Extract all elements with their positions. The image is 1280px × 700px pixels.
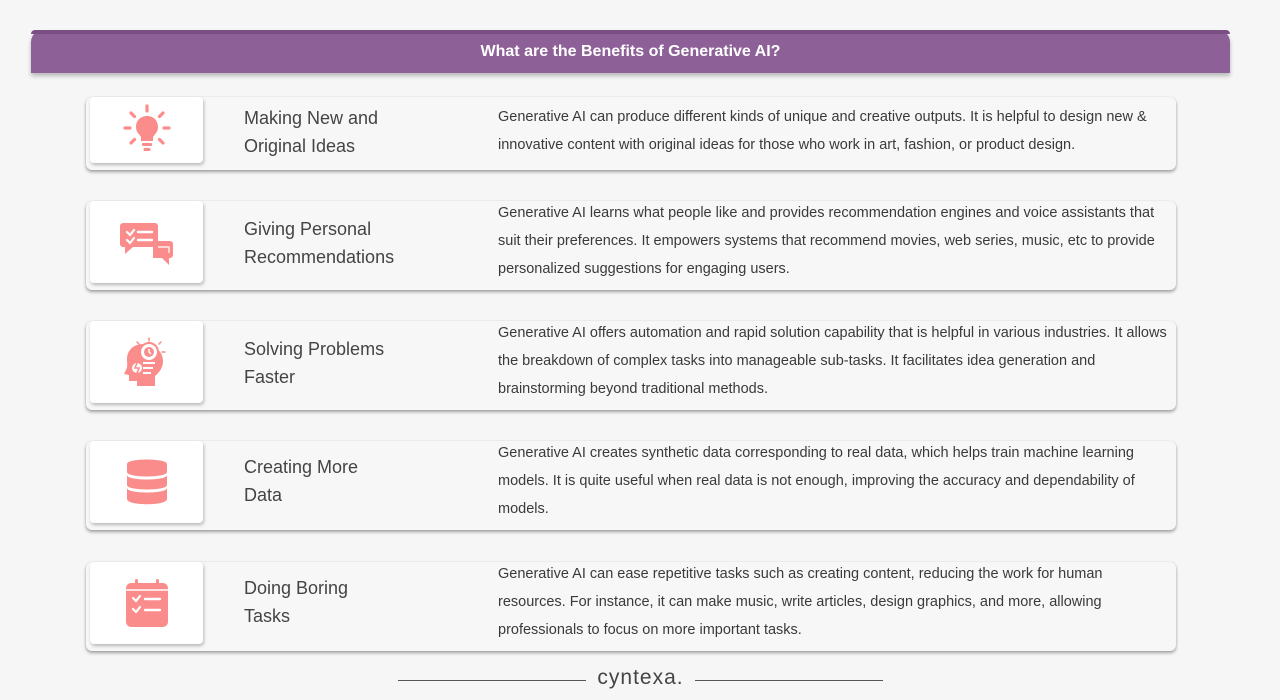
brand-logo: cyntexa. bbox=[597, 666, 684, 689]
database-icon bbox=[125, 456, 169, 508]
benefit-card-boring-tasks bbox=[86, 562, 1176, 651]
icon-box bbox=[90, 441, 203, 523]
icon-box bbox=[90, 97, 203, 163]
head-gears-icon bbox=[121, 336, 173, 388]
benefit-title: Creating More Data bbox=[244, 457, 359, 505]
page-header bbox=[31, 30, 1230, 73]
benefit-title: Solving Problems Faster bbox=[244, 339, 385, 387]
lightbulb-icon bbox=[120, 103, 174, 157]
footer-brand-bar bbox=[398, 664, 883, 694]
benefit-title: Doing Boring Tasks bbox=[244, 578, 349, 626]
benefit-card-more-data bbox=[86, 441, 1176, 530]
benefit-description: Generative AI can produce different kinds of unique and creative outputs. It is helpful to design new & innovative content with original ideas for those who work in art, fashion, or product design. bbox=[498, 109, 1147, 153]
benefit-card-recommendations bbox=[86, 201, 1176, 290]
footer-divider-right bbox=[695, 680, 883, 681]
page-title: What are the Benefits of Generative AI? bbox=[480, 42, 781, 60]
benefit-card-new-ideas bbox=[86, 97, 1176, 170]
benefit-description: Generative AI can ease repetitive tasks such as creating content, reducing the work for human resources. For instance, it can make music, write articles, design graphics, and more, allowing professionals to focus on more important tasks. bbox=[498, 566, 1103, 638]
benefit-title: Giving Personal Recommendations bbox=[244, 219, 395, 267]
benefit-description: Generative AI creates synthetic data corresponding to real data, which helps train machine learning models. It is quite useful when real data is not enough, improving the accuracy and dependability of models. bbox=[498, 445, 1135, 517]
icon-box bbox=[90, 321, 203, 403]
benefit-title: Making New and Original Ideas bbox=[244, 108, 379, 156]
icon-box bbox=[90, 562, 203, 644]
chat-bubbles-icon bbox=[119, 217, 175, 267]
icon-box bbox=[90, 201, 203, 283]
benefit-description: Generative AI learns what people like and provides recommendation engines and voice assistants that suit their preferences. It empowers systems that recommend movies, web series, music, etc to provide personalized suggestions for engaging users. bbox=[498, 205, 1155, 277]
benefit-card-problem-solving bbox=[86, 321, 1176, 410]
benefit-description: Generative AI offers automation and rapid solution capability that is helpful in various industries. It allows the breakdown of complex tasks into manageable sub-tasks. It facilitates idea generation and brainstorming beyond traditional methods. bbox=[498, 325, 1167, 397]
calendar-checklist-icon bbox=[124, 578, 170, 628]
